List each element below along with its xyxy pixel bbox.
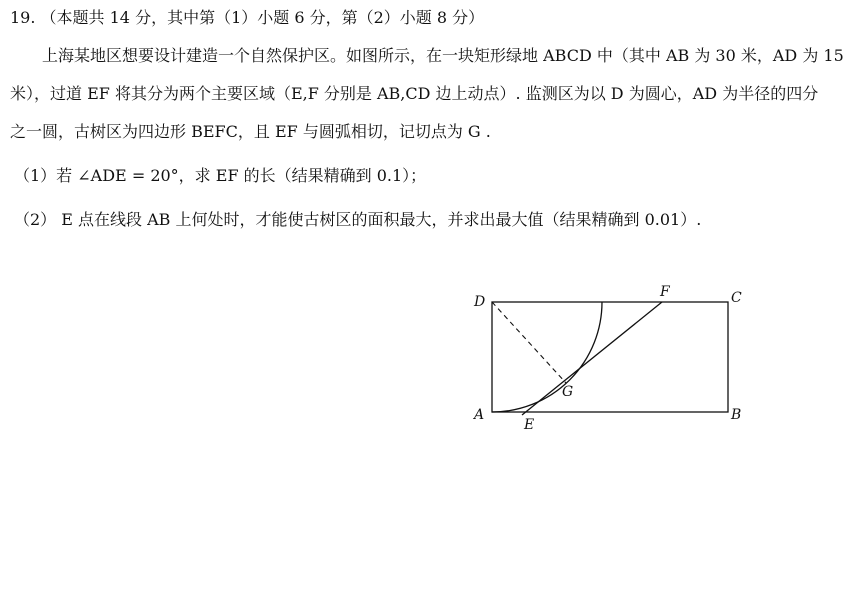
geometry-figure [460,280,760,440]
label-c: C [731,290,742,306]
label-g: G [562,384,574,400]
label-a: A [474,407,485,423]
question-2: （2） E 点在线段 AB 上何处时，才能使古树区的面积最大，并求出最大值（结果精确到 0.01）. [14,210,702,229]
problem-body-line-3: 之一圆，古树区为四边形 BEFC，且 EF 与圆弧相切，记切点为 G . [10,122,491,141]
rectangle-abcd [492,302,728,412]
label-d: D [474,294,486,310]
problem-body-line-1: 上海某地区想要设计建造一个自然保护区。如图所示，在一块矩形绿地 ABCD 中（其中 AB 为 30 米，AD 为 15 [42,46,844,65]
question-1: （1）若 ∠ADE = 20°，求 EF 的长（结果精确到 0.1）； [14,166,427,185]
problem-body-line-2: 米），过道 EF 将其分为两个主要区域（E,F 分别是 AB,CD 边上动点）. 监测区为以 D 为圆心，AD 为半径的四分 [10,84,819,103]
radius-dg [492,302,566,383]
label-f: F [660,284,670,300]
label-b: B [731,407,742,423]
label-e: E [524,417,535,433]
geometry-diagram [460,280,760,440]
problem-header: 19. （本题共 14 分，其中第（1）小题 6 分，第（2）小题 8 分） [10,8,485,27]
